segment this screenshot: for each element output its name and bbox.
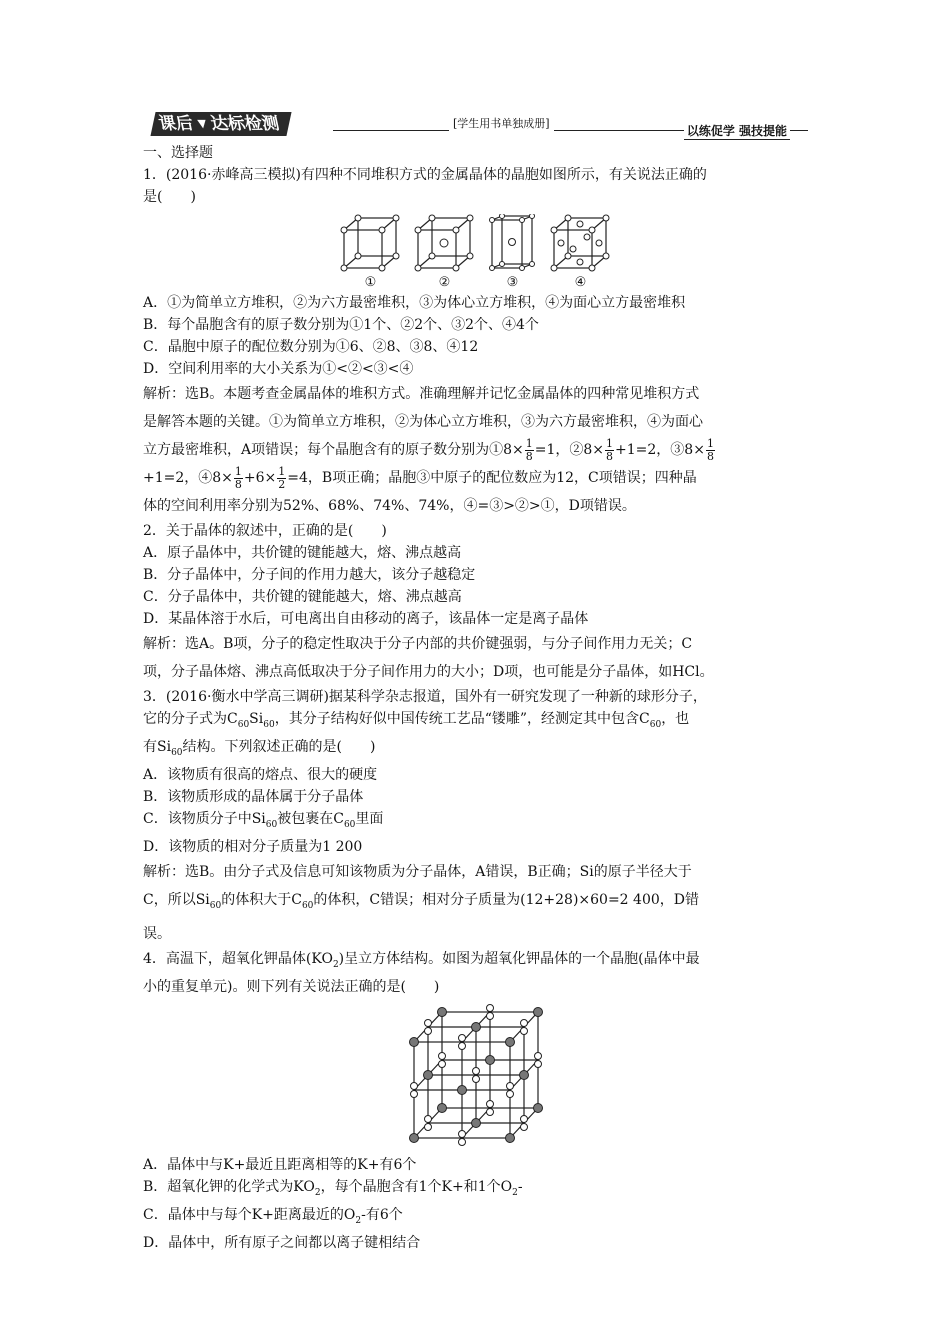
cube-1: [340, 214, 402, 290]
fraction-one-eighth: $\frac{1}{8}$: [234, 464, 242, 491]
cube-2-label: ②: [438, 275, 451, 290]
cube-3: [488, 214, 538, 290]
fraction-one-eighth: $\frac{1}{8}$: [606, 436, 614, 463]
q1-option-d: D．空间利用率的大小关系为①<②<③<④: [143, 361, 414, 377]
q2-option-a: A．原子晶体中，共价键的键能越大，熔、沸点越高: [143, 545, 462, 561]
cube-simple-diagram: [340, 214, 402, 272]
q3-explanation-line2: C，所以$Si_{60}$的体积大于$C_{60}$的体积，C错误；相对分子质量为(12+28)×60=2 400，D错: [143, 892, 699, 911]
q2-stem: 2．关于晶体的叙述中，正确的是( ): [143, 523, 387, 539]
q1-stem-line2: 是( ): [143, 189, 196, 205]
cube-fcc-diagram: [550, 214, 612, 272]
fraction-one-eighth: $\frac{1}{8}$: [525, 436, 533, 463]
q2-option-c: C．分子晶体中，共价键的键能越大，熔、沸点越高: [143, 589, 462, 605]
q3-option-b: B．该物质形成的晶体属于分子晶体: [143, 789, 364, 805]
q3-explanation-line3: 误。: [143, 926, 171, 942]
q1-option-b: B．每个晶胞含有的原子数分别为①1个、②2个、③2个、④4个: [143, 317, 539, 333]
q1-option-c: C．晶胞中原子的配位数分别为①6、②8、③8、④12: [143, 339, 479, 355]
cube-2: [414, 214, 476, 290]
q4-figure: [143, 1002, 808, 1154]
q4-option-d: D．晶体中，所有原子之间都以离子键相结合: [143, 1235, 421, 1251]
q2-explanation-line1: 解析：选A。B项，分子的稳定性取决于分子内部的共价键强弱，与分子间作用力无关；C: [143, 636, 693, 652]
q1-option-a: A．①为简单立方堆积，②为六方最密堆积，③为体心立方堆积，④为面心立方最密堆积: [143, 295, 686, 311]
fraction-one-eighth: $\frac{1}{8}$: [706, 436, 714, 463]
cube-4: [550, 214, 612, 290]
q4-stem-line2: 小的重复单元)。则下列有关说法正确的是( ): [143, 979, 440, 995]
q4-stem-line1: 4．高温下，超氧化钾晶体$(KO_2)$呈立方体结构。如图为超氧化钾晶体的一个晶胞(晶体中最: [143, 951, 700, 970]
q1-explanation-line3: 立方最密堆积，A项错误；每个晶胞含有的原子数分别为①8× $\frac{1}{8}$ =1，②8× $\frac{1}{8}$ +1=2，③8× $\frac{1}{8}$: [143, 436, 714, 463]
q1-figure: [143, 214, 808, 290]
page: [143, 112, 808, 1254]
ko2-unit-cell-diagram: [406, 1002, 546, 1150]
fraction-one-half: $\frac{1}{2}$: [278, 464, 286, 491]
q3-option-a: A．该物质有很高的熔点、很大的硬度: [143, 767, 378, 783]
q1-stem-line1: 1．(2016·赤峰高三模拟)有四种不同堆积方式的金属晶体的晶胞如图所示，有关说法正确的: [143, 167, 707, 183]
q1-explanation-line1: 解析：选B。本题考查金属晶体的堆积方式。准确理解并记忆金属晶体的四种常见堆积方式: [143, 386, 700, 402]
header-slogan: 以练促学 强技提能: [684, 122, 790, 140]
q3-option-c: C．该物质分子中$Si_{60}$被包裹在$C_{60}$里面: [143, 811, 384, 830]
q1-explanation-line5: 体的空间利用率分别为52%、68%、74%、74%，④=③>②>①，D项错误。: [143, 498, 636, 514]
q3-option-d: D．该物质的相对分子质量为1 200: [143, 839, 363, 855]
q2-option-d: D．某晶体溶于水后，可电离出自由移动的离子，该晶体一定是离子晶体: [143, 611, 589, 627]
section-header: [143, 112, 808, 142]
q3-stem-line3: 有$Si_{60}$结构。下列叙述正确的是( ): [143, 739, 376, 758]
cube-bcc-diagram: [414, 214, 476, 272]
q4-option-c: C．晶体中与每个K+距离最近的$O_2-$有6个: [143, 1207, 403, 1226]
q4-option-a: A．晶体中与K+最近且距离相等的K+有6个: [143, 1157, 417, 1173]
q3-stem-line1: 3．(2016·衡水中学高三调研)据某科学杂志报道，国外有一研究发现了一种新的球形分子，: [143, 689, 707, 705]
cube-hcp-diagram: [488, 214, 538, 272]
q2-option-b: B．分子晶体中，分子间的作用力越大，该分子越稳定: [143, 567, 476, 583]
q1-explanation-line2: 是解答本题的关键。①为简单立方堆积，②为体心立方堆积，③为六方最密堆积，④为面心: [143, 414, 703, 430]
header-note: [学生用书单独成册]: [449, 115, 554, 131]
header-tab-right: 达标检测: [209, 114, 282, 134]
q1-explanation-line4: +1=2，④8× $\frac{1}{8}$ +6× $\frac{1}{2}$ =4，B项正确；晶胞③中原子的配位数应为12，C项错误；四种晶: [143, 464, 697, 491]
cube-4-label: ④: [574, 275, 587, 290]
q2-explanation-line2: 项，分子晶体熔、沸点高低取决于分子间作用力的大小；D项，也可能是分子晶体，如HCl。: [143, 664, 714, 680]
cube-3-label: ③: [506, 275, 519, 290]
cube-1-label: ①: [364, 275, 377, 290]
section-title: 一、选择题: [143, 145, 213, 161]
header-tab: [150, 112, 292, 136]
q3-stem-line2: 它的分子式为$C_{60}Si_{60}$，其分子结构好似中国传统工艺品“镂雕”，经测定其中包含$C_{60}$，也: [143, 711, 690, 730]
triangle-icon: ▼: [196, 117, 208, 130]
header-tab-left: 课后: [156, 114, 196, 134]
q4-option-b: B．超氧化钾的化学式为$KO_2$，每个晶胞含有1个K+和1个$O_2-$: [143, 1179, 523, 1198]
q3-explanation-line1: 解析：选B。由分子式及信息可知该物质为分子晶体，A错误，B正确；Si的原子半径大于: [143, 864, 692, 880]
